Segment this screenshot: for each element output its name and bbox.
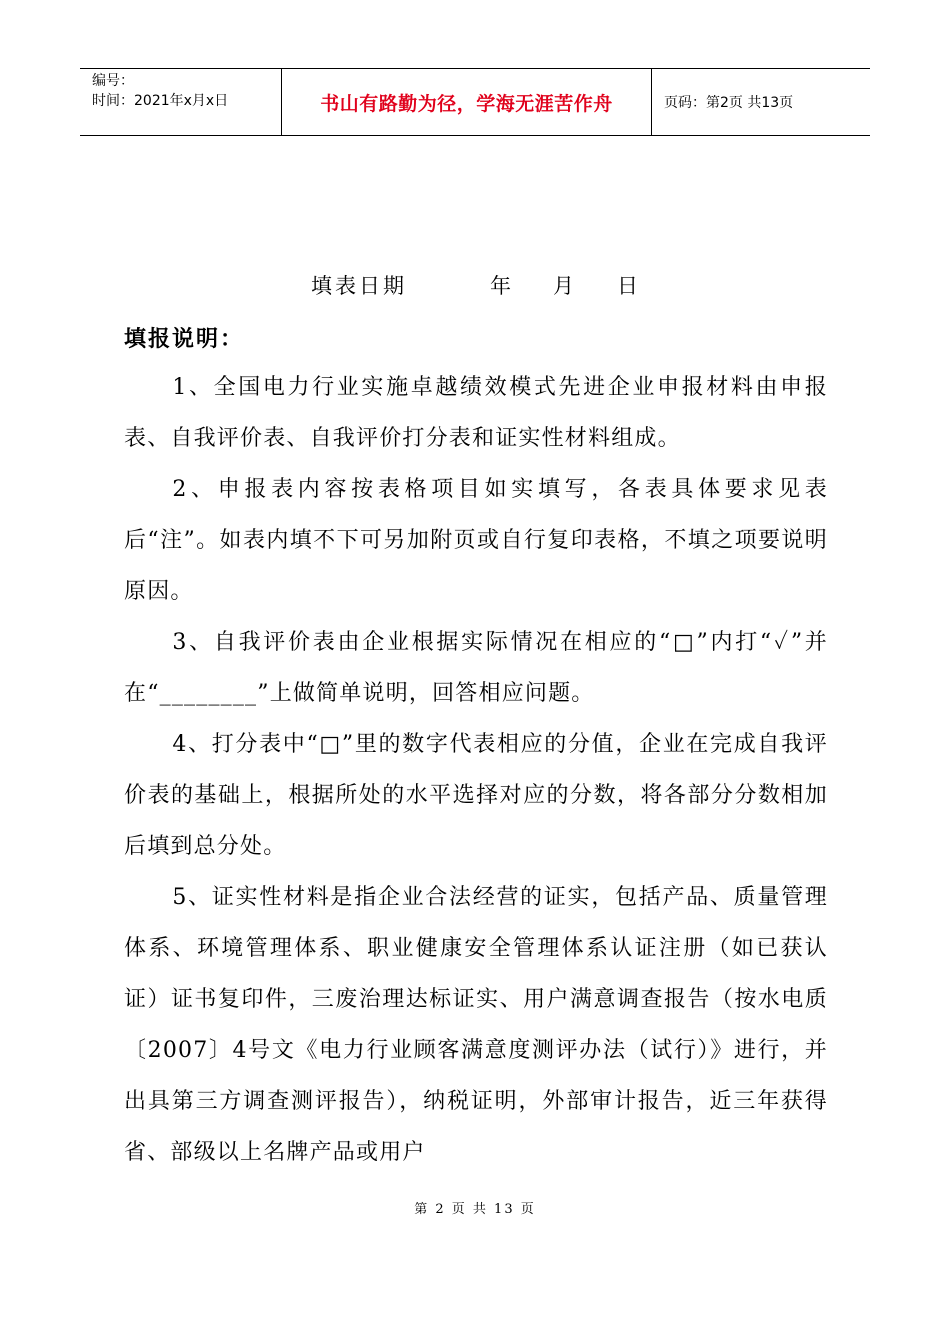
fill-date-year: 年 bbox=[490, 274, 514, 298]
instructions-body bbox=[124, 362, 828, 1178]
fill-date-label: 填表日期 bbox=[311, 274, 407, 298]
time-label: 时间：2021年x月x日 bbox=[92, 93, 229, 109]
header-motto-cell bbox=[281, 69, 652, 135]
number-label: 编号： bbox=[92, 73, 134, 89]
instruction-paragraph-5: 5、证实性材料是指企业合法经营的证实，包括产品、质量管理体系、环境管理体系、职业健康安全管理体系认证注册（如已获认证）证书复印件，三废治理达标证实、用户满意调查报告（按水电质〔2007〕4号文《电力行业顾客满意度测评办法（试行）》进行，并出具第三方调查测评报告），纳税证明，外部审计报告，近三年获得省、部级以上名牌产品或用户 bbox=[124, 885, 828, 1165]
page-footer: 第 2 页 共 13 页 bbox=[414, 1202, 536, 1217]
header-meta bbox=[80, 69, 281, 135]
instructions-title: 填报说明： bbox=[124, 327, 245, 352]
instruction-paragraph-4: 4、打分表中“□”里的数字代表相应的分值，企业在完成自我评价表的基础上，根据所处的水平选择对应的分数，将各部分分数相加后填到总分处。 bbox=[124, 732, 828, 859]
header-page-cell bbox=[652, 69, 870, 135]
fill-date-month: 月 bbox=[553, 274, 577, 298]
instruction-paragraph-3: 3、自我评价表由企业根据实际情况在相应的“□”内打“✓”并在“________”上做简单说明，回答相应问题。 bbox=[124, 630, 828, 706]
instruction-paragraph-1: 1、全国电力行业实施卓越绩效模式先进企业申报材料由申报表、自我评价表、自我评价打分表和证实性材料组成。 bbox=[124, 375, 828, 451]
header-motto: 书山有路勤为径，学海无涯苦作舟 bbox=[320, 92, 613, 115]
header-page-info: 页码：第2页 共13页 bbox=[664, 95, 794, 111]
document-header bbox=[80, 68, 870, 136]
instruction-paragraph-2: 2、申报表内容按表格项目如实填写，各表具体要求见表后“注”。如表内填不下可另加附页或自行复印表格，不填之项要说明原因。 bbox=[124, 477, 828, 604]
fill-date-day: 日 bbox=[617, 274, 641, 298]
